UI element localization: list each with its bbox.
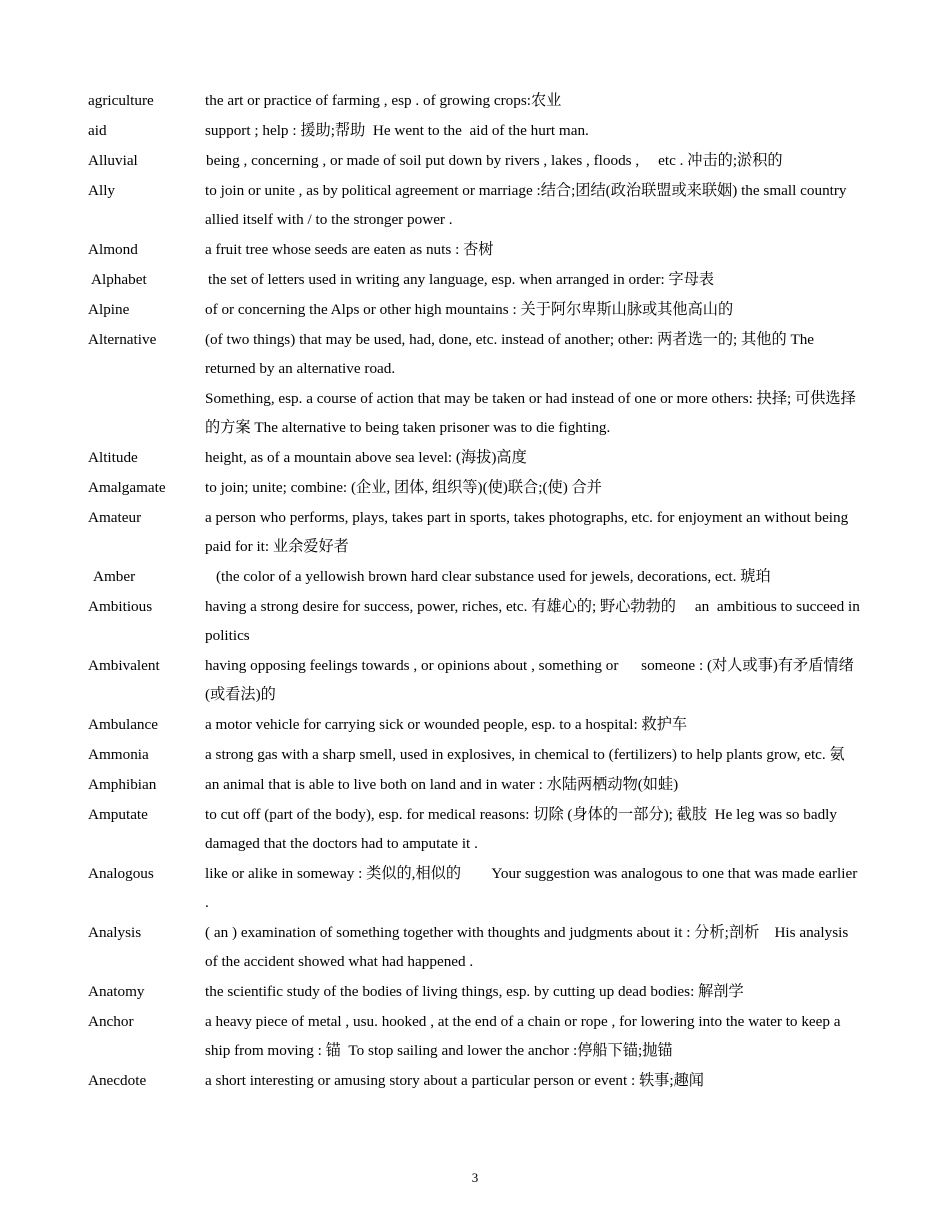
entry-definitions [205, 593, 863, 652]
entry-definition: (of two things) that may be used, had, done, etc. instead of another; other: 两者选一的; 其他的 The returned by an alternative road. [205, 331, 818, 378]
entry-amalgamate [88, 474, 863, 504]
page-number: 3 [471, 1170, 479, 1185]
entry-definition: being , concerning , or made of soil put down by rivers , lakes , floods , etc . 冲击的;淤积的 [206, 152, 783, 170]
entry-definition: a fruit tree whose seeds are eaten as nuts : 杏树 [205, 241, 494, 259]
entry-amateur [88, 504, 863, 563]
entry-term: Amber [93, 568, 136, 586]
entry-definitions [205, 326, 863, 444]
entry-term: Anchor [88, 1013, 134, 1031]
entry-ally [88, 177, 863, 236]
entry-definition: a heavy piece of metal , usu. hooked , at the end of a chain or rope , for lowering into the water to keep a ship from moving : 锚 To stop sailing and lower the anchor :停船下锚;抛锚 [205, 1013, 845, 1060]
entry-definitions [205, 919, 863, 978]
entry-term: Alluvial [88, 152, 138, 170]
entry-definition: support ; help : 援助;帮助 He went to the aid of the hurt man. [205, 122, 589, 140]
entry-term: Almond [88, 241, 138, 259]
entry-definition: a person who performs, plays, takes part in sports, takes photographs, etc. for enjoyment an without being paid for it: 业余爱好者 [205, 509, 853, 556]
entry-term: agriculture [88, 92, 154, 109]
entry-definitions [205, 860, 863, 919]
entry-alluvial [88, 147, 863, 177]
entry-term: Alpine [88, 301, 130, 319]
entry-term: Analysis [88, 924, 142, 942]
entry-term: Ally [88, 182, 116, 200]
entry-definition: to cut off (part of the body), esp. for medical reasons: 切除 (身体的一部分); 截肢 He leg was so badly damaged that the doctors had to amputate it . [205, 806, 841, 853]
entry-definition: the set of letters used in writing any language, esp. when arranged in order: 字母表 [208, 271, 715, 289]
entry-anatomy [88, 978, 863, 1008]
entry-definition: a strong gas with a sharp smell, used in explosives, in chemical to (fertilizers) to help plants grow, etc. 氨 [205, 746, 845, 764]
entry-amphibian [88, 771, 863, 801]
entry-definition: to join; unite; combine: (企业, 团体, 组织等)(使)联合;(使) 合并 [205, 479, 602, 497]
entry-analysis [88, 919, 863, 978]
entry-alphabet [88, 266, 863, 296]
entry-definitions [205, 771, 863, 801]
entry-ambulance [88, 711, 863, 741]
entry-alpine [88, 296, 863, 326]
entry-definition: like or alike in someway : 类似的,相似的 Your suggestion was analogous to one that was made earlier . [205, 865, 862, 912]
entry-ambitious [88, 593, 863, 652]
glossary-entries [88, 87, 863, 1097]
entry-anecdote [88, 1067, 863, 1097]
entry-ammonia [88, 741, 863, 771]
entry-term: Ambulance [88, 716, 159, 734]
entry-definition: a short interesting or amusing story about a particular person or event : 轶事;趣闻 [205, 1072, 704, 1090]
entry-definitions [205, 117, 863, 147]
entry-term: Ammonia [88, 746, 149, 764]
entry-definition: a motor vehicle for carrying sick or wounded people, esp. to a hospital: 救护车 [205, 716, 688, 734]
entry-agriculture [88, 87, 863, 117]
entry-term: Amalgamate [88, 479, 166, 497]
entry-aid [88, 117, 863, 147]
entry-definitions [205, 1008, 863, 1067]
entry-amputate [88, 801, 863, 860]
entry-definitions [205, 236, 863, 266]
entry-definition: (the color of a yellowish brown hard clear substance used for jewels, decorations, ect. 琥珀 [216, 568, 771, 586]
entry-almond [88, 236, 863, 266]
entry-definitions [205, 741, 863, 771]
entry-term: Amphibian [88, 776, 157, 794]
entry-term: Anecdote [88, 1072, 147, 1090]
entry-definitions [205, 652, 863, 711]
entry-definitions [205, 978, 863, 1008]
entry-definitions [205, 801, 863, 860]
entry-definition: ( an ) examination of something together with thoughts and judgments about it : 分析;剖析 His analysis of the accident showed what had happened . [205, 924, 853, 971]
entry-amber [88, 563, 863, 593]
entry-term: Altitude [88, 449, 138, 467]
entry-definition: having opposing feelings towards , or opinions about , something or someone : (对人或事)有矛盾情绪(或看法)的 [205, 657, 854, 704]
entry-definitions [205, 504, 863, 563]
entry-definitions [205, 1067, 863, 1097]
entry-definitions [205, 87, 863, 117]
entry-definition: the scientific study of the bodies of living things, esp. by cutting up dead bodies: 解剖学 [205, 983, 744, 1001]
entry-definition: the art or practice of farming , esp . of growing crops:农业 [205, 92, 562, 109]
entry-term: Amateur [88, 509, 142, 527]
entry-altitude [88, 444, 863, 474]
entry-definitions [208, 266, 863, 296]
entry-definitions [205, 177, 863, 236]
entry-definitions [205, 711, 863, 741]
entry-definitions [210, 563, 863, 593]
entry-alternative [88, 326, 863, 444]
entry-analogous [88, 860, 863, 919]
entry-definitions [205, 474, 863, 504]
entry-term: Analogous [88, 865, 154, 883]
entry-definitions [205, 296, 863, 326]
entry-term: Ambitious [88, 598, 153, 616]
entry-term: Alphabet [91, 271, 147, 289]
entry-ambivalent [88, 652, 863, 711]
entry-definition: an animal that is able to live both on land and in water : 水陆两栖动物(如蛙) [205, 776, 679, 794]
entry-definition: to join or unite , as by political agreement or marriage :结合;团结(政治联盟或来联姻) the small country allied itself with / to the stronger power . [205, 182, 851, 229]
entry-definition: Something, esp. a course of action that may be taken or had instead of one or more others: 抉择; 可供选择的方案 The alternative to being taken prisoner was to die fighting. [205, 390, 856, 437]
entry-definition: of or concerning the Alps or other high mountains : 关于阿尔卑斯山脉或其他高山的 [205, 301, 734, 319]
entry-definitions [205, 147, 863, 177]
entry-term: Anatomy [88, 983, 145, 1001]
entry-definition: height, as of a mountain above sea level: (海拔)高度 [205, 449, 527, 467]
entry-anchor [88, 1008, 863, 1067]
entry-definition: having a strong desire for success, power, riches, etc. 有雄心的; 野心勃勃的 an ambitious to succeed in politics [205, 598, 864, 645]
entry-definitions [205, 444, 863, 474]
entry-term: Amputate [88, 806, 148, 824]
entry-term: aid [88, 122, 107, 140]
entry-term: Alternative [88, 331, 157, 349]
entry-term: Ambivalent [88, 657, 160, 675]
